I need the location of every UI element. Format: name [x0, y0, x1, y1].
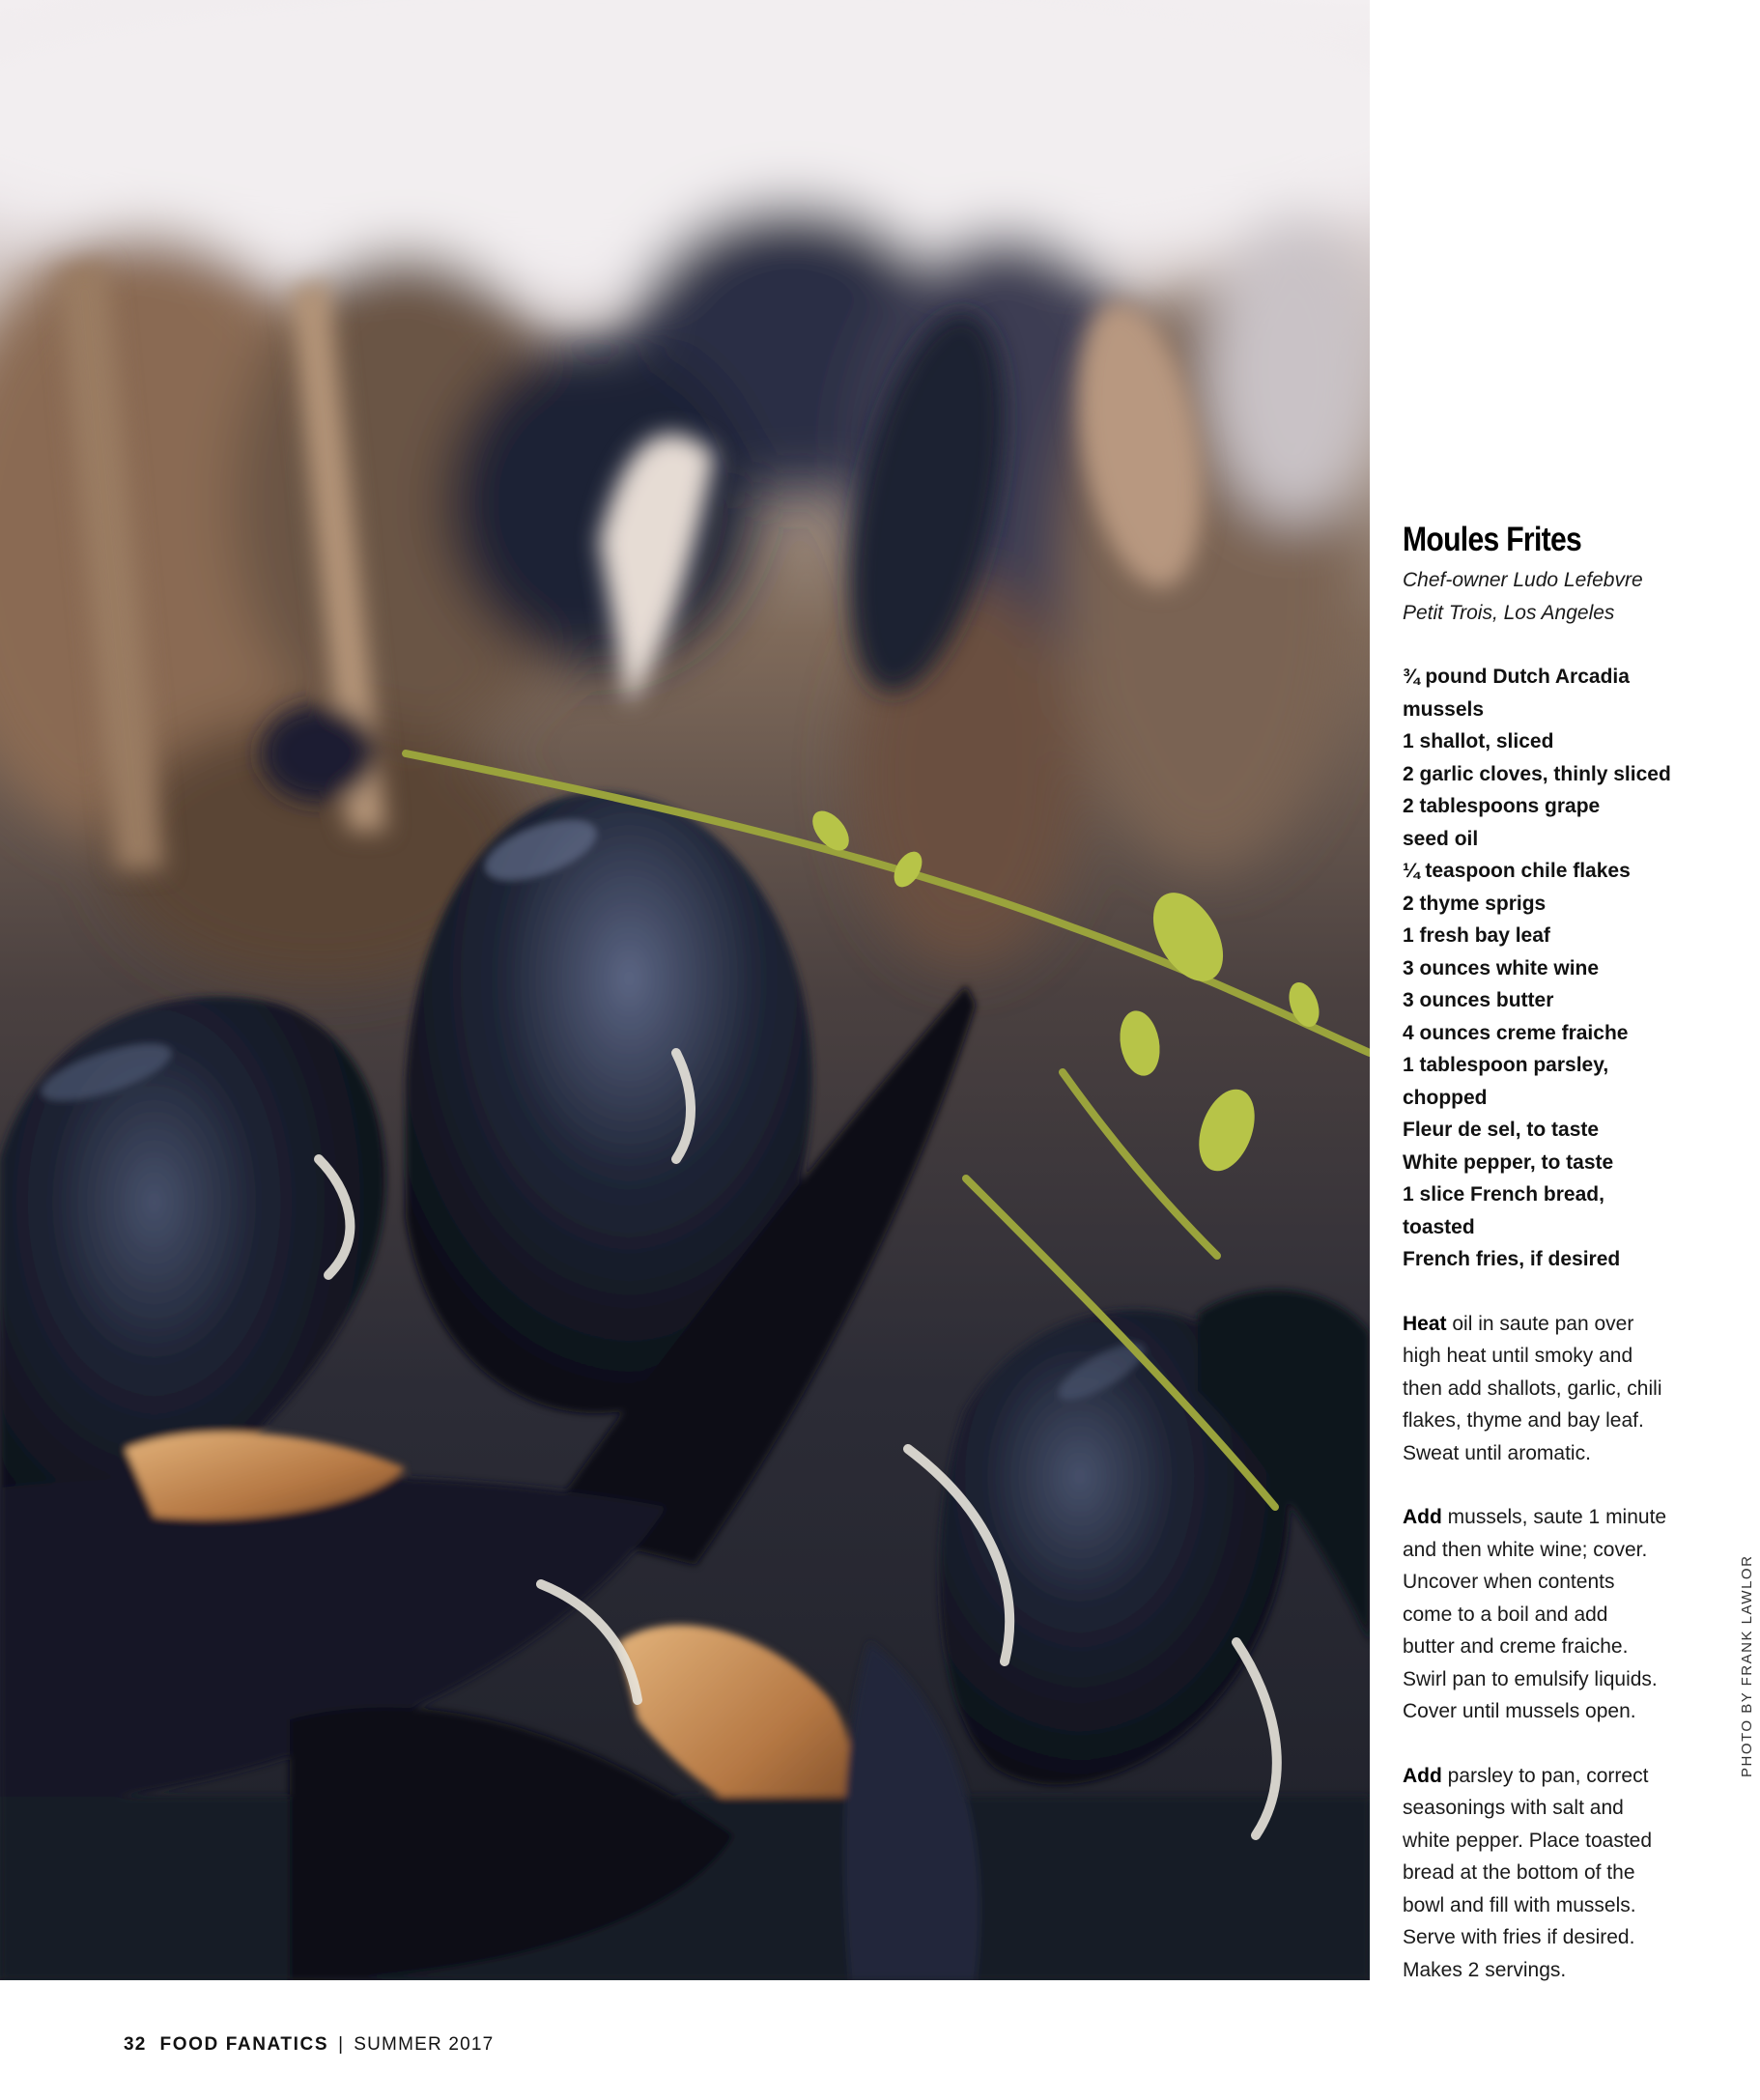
step-line: bowl and fill with mussels. — [1403, 1893, 1636, 1916]
step-line: Serve with fries if desired. — [1403, 1926, 1635, 1948]
ingredient-line: chopped — [1403, 1086, 1488, 1109]
magazine-name: FOOD FANATICS — [159, 2034, 329, 2055]
step-lead: Add — [1403, 1506, 1442, 1528]
recipe-column — [1403, 520, 1721, 1986]
ingredient-line: toasted — [1403, 1215, 1475, 1238]
step-line: and then white wine; cover. — [1403, 1538, 1648, 1561]
step-line: oil in saute pan over — [1446, 1312, 1634, 1335]
ingredient-line: ¼ teaspoon chile flakes — [1403, 860, 1631, 882]
step-line: Makes 2 servings. — [1403, 1958, 1567, 1981]
ingredient-line: ¾ pound Dutch Arcadia — [1403, 666, 1630, 688]
ingredient-line: 1 slice French bread, — [1403, 1183, 1604, 1206]
step-line: bread at the bottom of the — [1403, 1861, 1635, 1884]
ingredient-line: 3 ounces white wine — [1403, 956, 1600, 979]
ingredient-line: 4 ounces creme fraiche — [1403, 1021, 1629, 1044]
recipe-title: Moules Frites — [1403, 521, 1582, 558]
page-number: 32 — [124, 2034, 147, 2055]
ingredient-line: mussels — [1403, 697, 1485, 721]
step-line: Swirl pan to emulsify liquids. — [1403, 1667, 1658, 1690]
ingredient-line: White pepper, to taste — [1403, 1150, 1614, 1174]
ingredient-line: 3 ounces butter — [1403, 989, 1554, 1011]
page-footer — [124, 2034, 494, 2056]
step-line: seasonings with salt and — [1403, 1797, 1624, 1819]
ingredient-line: 2 tablespoons grape — [1403, 795, 1601, 817]
step-lead: Heat — [1403, 1312, 1447, 1335]
step-line: parsley to pan, correct — [1441, 1764, 1649, 1787]
step-add-mussels — [1403, 1501, 1721, 1728]
byline-restaurant: Petit Trois, Los Angeles — [1403, 601, 1615, 624]
step-heat — [1403, 1308, 1721, 1470]
step-line: Sweat until aromatic. — [1403, 1441, 1591, 1464]
ingredient-line: seed oil — [1403, 827, 1479, 850]
step-line: Uncover when contents — [1403, 1571, 1615, 1593]
ingredient-line: 1 fresh bay leaf — [1403, 924, 1550, 947]
step-line: white pepper. Place toasted — [1403, 1829, 1653, 1852]
ingredient-line: French fries, if desired — [1403, 1248, 1621, 1270]
step-line: Cover until mussels open. — [1403, 1700, 1636, 1722]
step-line: high heat until smoky and — [1403, 1345, 1633, 1367]
step-add-parsley — [1403, 1760, 1721, 1987]
ingredient-line: 2 thyme sprigs — [1403, 892, 1547, 915]
ingredient-line: 2 garlic cloves, thinly sliced — [1403, 762, 1671, 785]
step-line: then add shallots, garlic, chili — [1403, 1376, 1662, 1400]
issue-date: SUMMER 2017 — [354, 2034, 495, 2055]
step-lead: Add — [1403, 1764, 1442, 1787]
ingredient-line: 1 tablespoon parsley, — [1403, 1054, 1609, 1076]
byline-chef: Chef-owner Ludo Lefebvre — [1403, 569, 1643, 591]
photo-credit: PHOTO BY FRANK LAWLOR — [1739, 1554, 1755, 1777]
step-line: butter and creme fraiche. — [1403, 1635, 1629, 1658]
recipe-byline — [1403, 564, 1721, 629]
footer-separator: | — [338, 2034, 345, 2055]
step-line: flakes, thyme and bay leaf. — [1403, 1409, 1644, 1432]
ingredient-line: Fleur de sel, to taste — [1403, 1119, 1600, 1141]
step-line: come to a boil and add — [1403, 1603, 1608, 1626]
step-line: mussels, saute 1 minute — [1441, 1506, 1667, 1528]
ingredient-list — [1403, 661, 1721, 1276]
ingredient-line: 1 shallot, sliced — [1403, 730, 1554, 752]
